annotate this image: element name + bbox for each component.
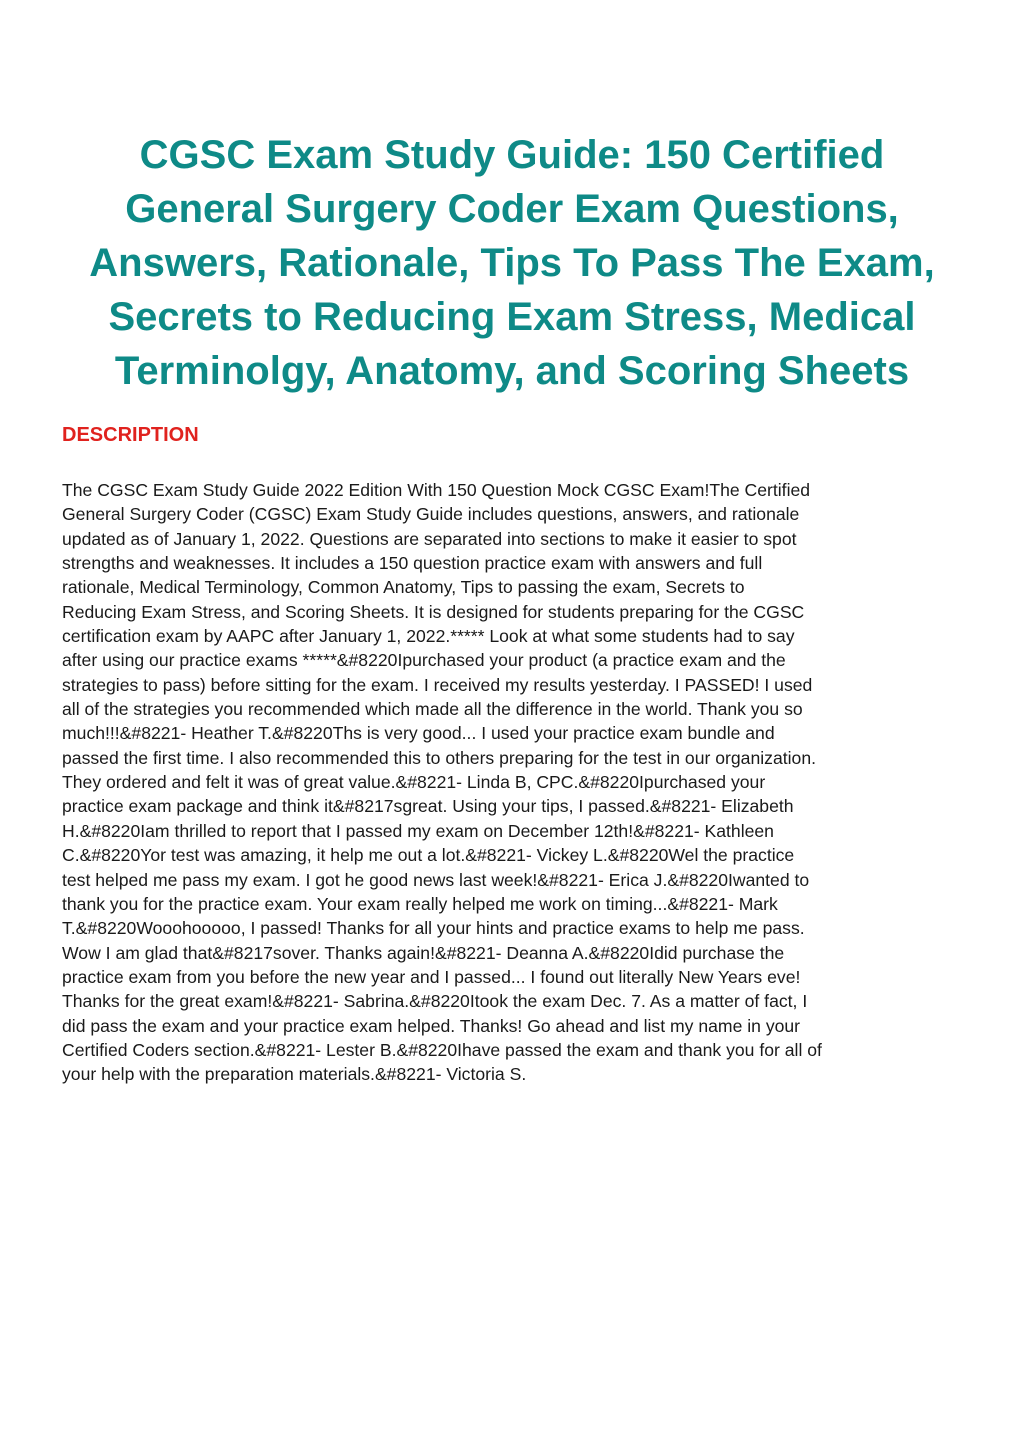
description-line: Reducing Exam Stress, and Scoring Sheets. It is designed for students preparing for the CGSC bbox=[62, 601, 805, 622]
description-line: rationale, Medical Terminology, Common Anatomy, Tips to passing the exam, Secrets to bbox=[62, 577, 745, 598]
description-line: H.&#8220Iam thrilled to report that I passed my exam on December 12th!&#8221- Kathleen bbox=[62, 820, 774, 841]
description-line: test helped me pass my exam. I got he good news last week!&#8221- Erica J.&#8220Iwanted to bbox=[62, 869, 810, 890]
description-line: your help with the preparation materials.&#8221- Victoria S. bbox=[62, 1064, 527, 1085]
description-line: much!!!&#8221- Heather T.&#8220Ths is very good... I used your practice exam bundle and bbox=[62, 723, 775, 744]
description-line: thank you for the practice exam. Your exam really helped me work on timing...&#8221- Mark bbox=[62, 893, 778, 914]
description-line: General Surgery Coder (CGSC) Exam Study Guide includes questions, answers, and rationale bbox=[62, 504, 800, 525]
description-line: passed the first time. I also recommended this to others preparing for the test in our organization. bbox=[62, 747, 816, 768]
description-line: updated as of January 1, 2022. Questions are separated into sections to make it easier to spot bbox=[62, 528, 797, 549]
description-line: practice exam from you before the new year and I passed... I found out literally New Years eve! bbox=[62, 966, 801, 987]
description-line: after using our practice exams *****&#8220Ipurchased your product (a practice exam and the bbox=[62, 650, 786, 671]
title-line: Terminolgy, Anatomy, and Scoring Sheets bbox=[114, 349, 910, 393]
description-line: Wow I am glad that&#8217sover. Thanks again!&#8221- Deanna A.&#8220Idid purchase the bbox=[62, 942, 785, 963]
document-title bbox=[50, 128, 974, 398]
description-line: strengths and weaknesses. It includes a 150 question practice exam with answers and full bbox=[62, 553, 763, 574]
title-line: General Surgery Coder Exam Questions, bbox=[125, 187, 899, 231]
title-line: Answers, Rationale, Tips To Pass The Exam, bbox=[89, 241, 935, 285]
description-line: practice exam package and think it&#8217sgreat. Using your tips, I passed.&#8221- Elizabeth bbox=[62, 796, 794, 817]
description-line: certification exam by AAPC after January 1, 2022.***** Look at what some students had to say bbox=[62, 626, 795, 647]
title-line: CGSC Exam Study Guide: 150 Certified bbox=[139, 133, 885, 177]
description-line: strategies to pass) before sitting for the exam. I received my results yesterday. I PASSED! I used bbox=[62, 674, 813, 695]
description-line: Certified Coders section.&#8221- Lester B.&#8220Ihave passed the exam and thank you for all of bbox=[62, 1039, 822, 1060]
section-heading-description: DESCRIPTION bbox=[62, 424, 199, 446]
description-line: all of the strategies you recommended which made all the difference in the world. Thank you so bbox=[62, 699, 803, 720]
description-line: Thanks for the great exam!&#8221- Sabrina.&#8220Itook the exam Dec. 7. As a matter of fact, I bbox=[62, 991, 808, 1012]
description-line: They ordered and felt it was of great value.&#8221- Linda B, CPC.&#8220Ipurchased your bbox=[62, 772, 766, 793]
description-line: T.&#8220Wooohooooo, I passed! Thanks for all your hints and practice exams to help me pass. bbox=[62, 918, 805, 939]
description-line: did pass the exam and your practice exam helped. Thanks! Go ahead and list my name in your bbox=[62, 1015, 801, 1036]
description-body bbox=[62, 478, 962, 1087]
description-line: C.&#8220Yor test was amazing, it help me out a lot.&#8221- Vickey L.&#8220Wel the practice bbox=[62, 845, 795, 866]
description-line: The CGSC Exam Study Guide 2022 Edition With 150 Question Mock CGSC Exam!The Certified bbox=[62, 480, 811, 500]
title-line: Secrets to Reducing Exam Stress, Medical bbox=[108, 295, 916, 339]
